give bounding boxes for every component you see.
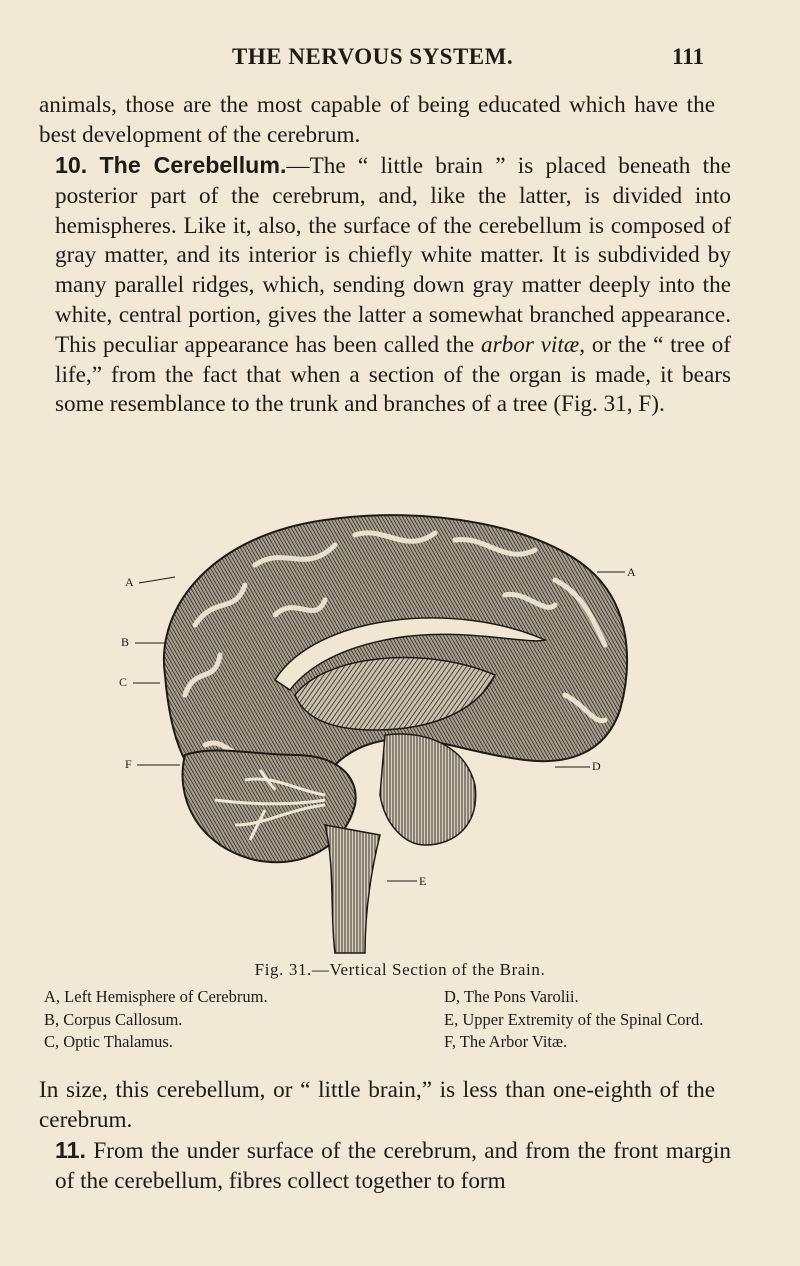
paragraph-text: —The “ little brain ” is placed beneath the posterior part of the cerebrum, and, like the latter, is divided into hemispheres. Like it, also, the surface of the cerebellum is composed of gray matter, and its interior is chiefly white matter. It is subdivided by many parallel ridges, which, sending down gray matter deeply into the white, central portion, gives the latter a somewhat branched appearance. This peculiar appearance has been called the (55, 153, 731, 358)
legend-item: F, The Arbor Vitæ. (444, 1032, 568, 1051)
paragraph-size: In size, this cerebellum, or “ little brain,” is less than one-eighth of the cerebrum. (39, 1077, 715, 1133)
legend-column-left (44, 986, 268, 1054)
paragraph-fibres (39, 1136, 731, 1197)
figure-label-e: E (419, 874, 427, 888)
section-heading: The Cerebellum. (99, 152, 287, 178)
figure-label-f: F (125, 757, 132, 771)
paragraph-text: , or the “ tree of life,” from the fact that when a section of the organ is made, it bears some resemblance to the trunk and branches of a tree (Fig. 31, F). (55, 331, 731, 418)
figure-label-c: C (119, 675, 128, 689)
figure-label-a-right: A (627, 565, 636, 579)
brain-section-figure (119, 505, 685, 955)
legend-item: A, Left Hemisphere of Cerebrum. (44, 987, 268, 1006)
spinal-cord-shape (325, 825, 380, 953)
section-number: 11. (55, 1137, 86, 1163)
legend-item: B, Corpus Callosum. (44, 1009, 183, 1029)
paragraph-cerebellum (39, 151, 731, 420)
italic-term: arbor vitæ (481, 331, 580, 358)
pons-shape (380, 734, 476, 845)
figure-label-b: B (121, 635, 130, 649)
brain-illustration (125, 505, 685, 955)
page-number: 111 (672, 44, 704, 69)
paragraph-text: From the under surface of the cerebrum, and from the front margin of the cerebellum, fibres collect together to form (55, 1138, 731, 1194)
paragraph-intro: animals, those are the most capable of being educated which have the best development of the cerebrum. (39, 92, 715, 148)
figure-label-a-left: A (125, 575, 134, 589)
legend-column-right (444, 986, 703, 1054)
legend-item: E, Upper Extremity of the Spinal Cord. (444, 1009, 704, 1029)
figure-label-d: D (592, 759, 601, 773)
legend-item: C, Optic Thalamus. (44, 1032, 173, 1051)
running-title: THE NERVOUS SYSTEM. (232, 44, 514, 69)
legend-item: D, The Pons Varolii. (444, 987, 579, 1006)
section-number: 10. (55, 152, 88, 178)
page-header (0, 44, 800, 74)
figure-caption: Fig. 31.—Vertical Section of the Brain. (254, 960, 546, 979)
